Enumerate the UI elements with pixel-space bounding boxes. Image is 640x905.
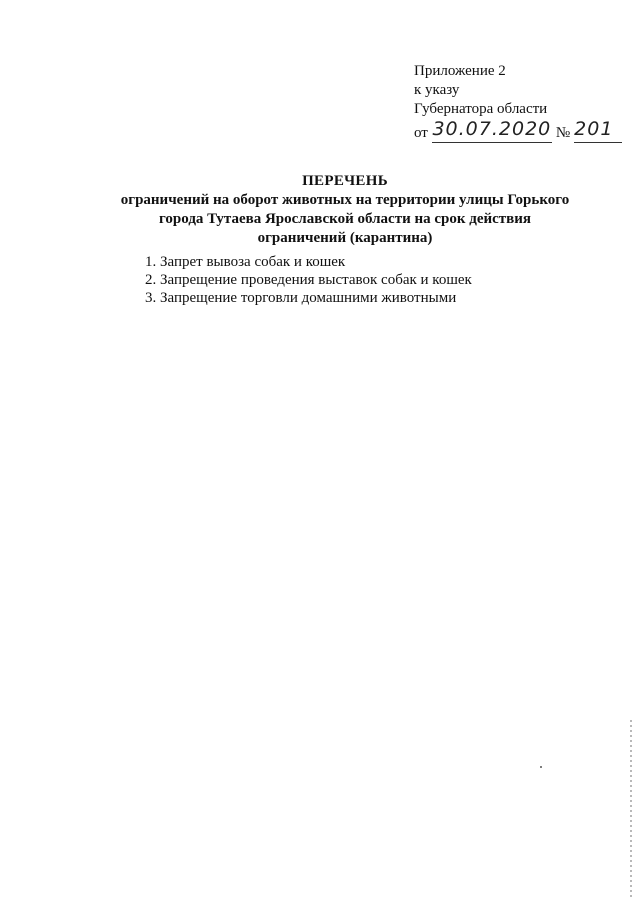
number-label: № (555, 125, 571, 141)
annex-block (414, 62, 624, 143)
from-label: от (414, 125, 428, 141)
date-field (432, 120, 552, 143)
document-title (120, 172, 570, 248)
list-item: 1. Запрет вывоза собак и кошек (145, 254, 346, 270)
annex-title: Приложение 2 (414, 63, 506, 79)
annex-issuer: Губернатора области (414, 101, 548, 117)
title-line-2: города Тутаева Ярославской области на срок действия (158, 211, 532, 227)
handwritten-number: 201 (574, 118, 614, 140)
restrictions-list (145, 253, 575, 307)
list-item: 2. Запрещение проведения выставок собак и кошек (145, 272, 472, 288)
title-heading: ПЕРЕЧЕНЬ (302, 173, 388, 189)
title-line-3: ограничений (карантина) (257, 230, 433, 246)
scan-artifact-dot (540, 766, 542, 768)
annex-date-number-line (414, 120, 624, 143)
scan-artifact-edge (630, 720, 632, 900)
handwritten-date: 30.07.2020 (432, 118, 552, 140)
title-line-1: ограничений на оборот животных на территории улицы Горького (120, 192, 570, 208)
annex-decree-ref: к указу (414, 82, 460, 98)
number-field (574, 120, 622, 143)
list-item: 3. Запрещение торговли домашними животными (145, 290, 457, 306)
